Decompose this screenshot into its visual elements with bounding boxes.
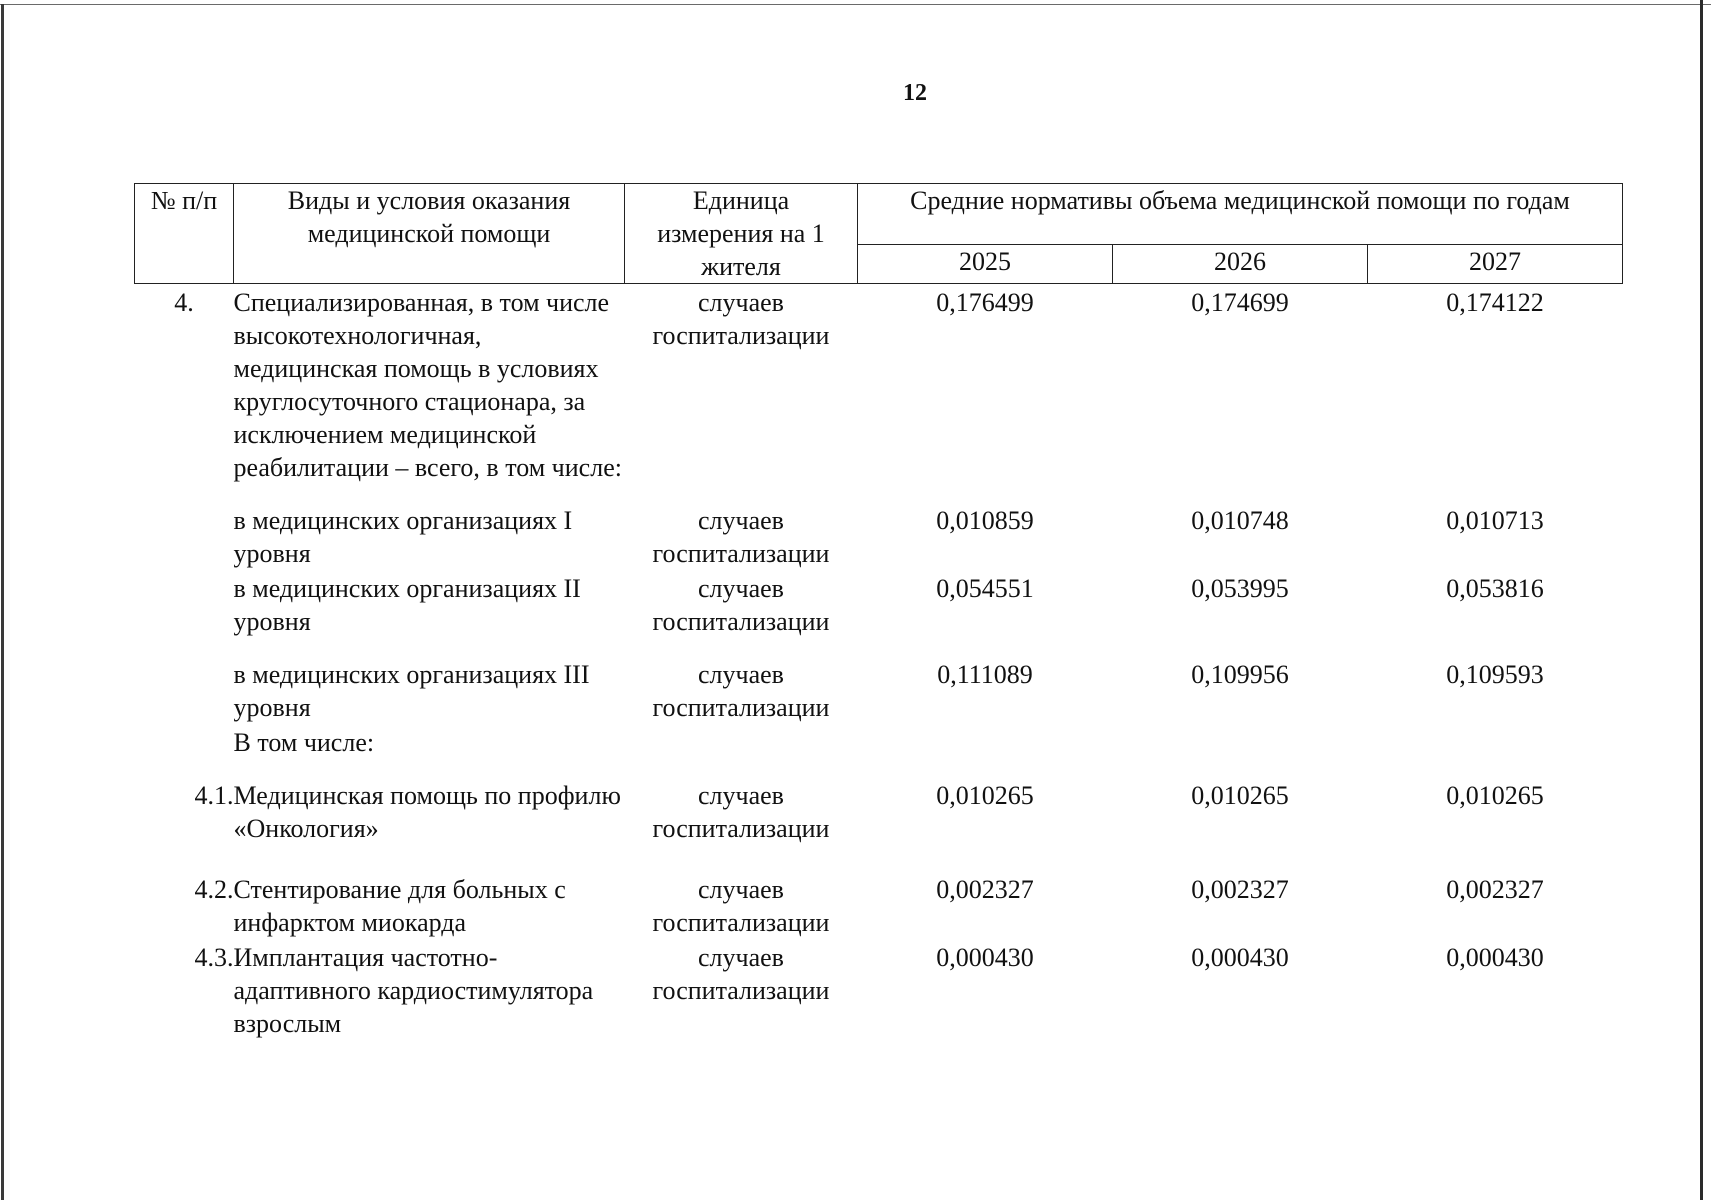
scan-edge-left — [1, 4, 4, 1200]
scan-edge-right — [1700, 0, 1703, 1200]
table-row — [135, 484, 1623, 570]
row-value-2026: 0,109956 — [1191, 660, 1289, 689]
row-care-type: в медицинских организациях I уровня — [233, 506, 573, 568]
header-row — [135, 184, 1623, 245]
row-value-2027: 0,010713 — [1446, 506, 1544, 535]
table-row — [135, 724, 1623, 759]
row-number — [135, 724, 234, 759]
row-care-type: Имплантация частотно-адаптивного кардиостимулятора взрослым — [233, 943, 594, 1038]
row-unit: случаев госпитализации — [652, 660, 830, 722]
row-value-2025 — [858, 724, 1113, 759]
row-number: 4.2. — [194, 875, 234, 904]
row-unit: случаев госпитализации — [652, 875, 830, 937]
header-norms: Средние нормативы объема медицинской помощи по годам — [858, 184, 1623, 245]
row-value-2027 — [1368, 724, 1623, 759]
row-number: 4.3. — [194, 943, 234, 972]
scan-edge-top — [0, 4, 1711, 5]
row-value-2025: 0,000430 — [936, 943, 1034, 972]
row-number — [135, 638, 234, 724]
row-value-2026 — [1113, 724, 1368, 759]
header-unit: Единица измерения на 1 жителя — [625, 184, 858, 284]
row-value-2025: 0,010265 — [936, 781, 1034, 810]
header-year-2025: 2025 — [858, 245, 1113, 284]
table-row — [135, 284, 1623, 485]
row-care-type: в медицинских организациях III уровня — [233, 660, 590, 722]
header-year-2026: 2026 — [1113, 245, 1368, 284]
row-care-type: в медицинских организациях II уровня — [233, 574, 581, 636]
row-value-2025: 0,111089 — [937, 660, 1033, 689]
row-value-2026: 0,010748 — [1191, 506, 1289, 535]
row-value-2027: 0,010265 — [1446, 781, 1544, 810]
row-value-2026: 0,053995 — [1191, 574, 1289, 603]
table-row — [135, 939, 1623, 1040]
row-care-type: Специализированная, в том числе высокотехнологичная, медицинская помощь в условиях круглосуточного стационара, за исключением медицинской реабилитации – всего, в том числе: — [233, 288, 622, 482]
page-number: 12 — [903, 80, 927, 106]
row-value-2025: 0,176499 — [936, 288, 1034, 317]
row-unit: случаев госпитализации — [652, 781, 830, 843]
row-value-2026: 0,002327 — [1191, 875, 1289, 904]
header-kind: Виды и условия оказания медицинской помощи — [234, 184, 625, 284]
row-value-2025: 0,002327 — [936, 875, 1034, 904]
row-unit: случаев госпитализации — [652, 943, 830, 1005]
table-row — [135, 570, 1623, 638]
row-value-2027: 0,174122 — [1446, 288, 1544, 317]
row-value-2026: 0,010265 — [1191, 781, 1289, 810]
row-value-2026: 0,000430 — [1191, 943, 1289, 972]
table-row — [135, 845, 1623, 939]
table-row — [135, 759, 1623, 845]
row-number — [135, 570, 234, 638]
row-value-2025: 0,010859 — [936, 506, 1034, 535]
row-unit — [625, 724, 858, 759]
row-number: 4.1. — [194, 781, 234, 810]
medical-care-norms-table — [134, 183, 1623, 1040]
row-care-type: Стентирование для больных с инфарктом миокарда — [233, 875, 566, 937]
header-num: № п/п — [135, 184, 234, 284]
table-row — [135, 638, 1623, 724]
row-value-2026: 0,174699 — [1191, 288, 1289, 317]
row-care-type: В том числе: — [233, 728, 375, 757]
row-value-2025: 0,054551 — [936, 574, 1034, 603]
row-care-type: Медицинская помощь по профилю «Онкология» — [233, 781, 621, 843]
row-unit: случаев госпитализации — [652, 574, 830, 636]
header-year-2027: 2027 — [1368, 245, 1623, 284]
row-unit: случаев госпитализации — [652, 288, 830, 350]
row-value-2027: 0,000430 — [1446, 943, 1544, 972]
row-value-2027: 0,053816 — [1446, 574, 1544, 603]
row-number — [135, 484, 234, 570]
row-value-2027: 0,002327 — [1446, 875, 1544, 904]
row-unit: случаев госпитализации — [652, 506, 830, 568]
row-number: 4. — [174, 288, 194, 317]
row-value-2027: 0,109593 — [1446, 660, 1544, 689]
